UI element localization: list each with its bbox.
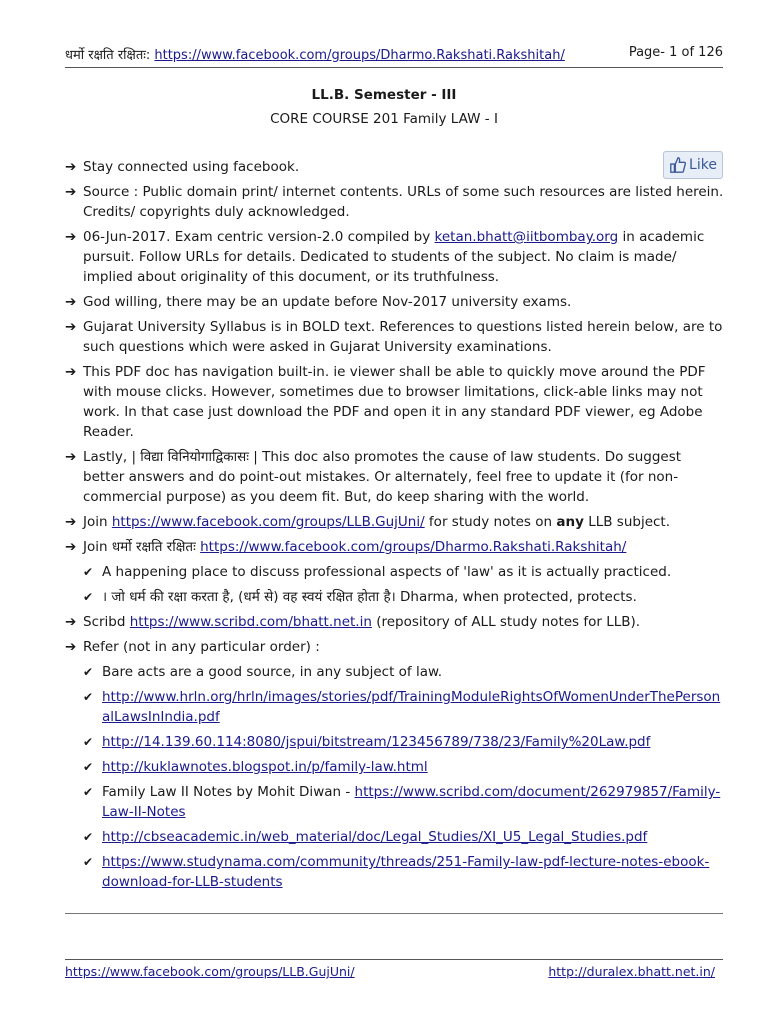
sub-list-item — [65, 852, 725, 892]
header-left: धर्मो रक्षति रक्षितः: https://www.facebook.com/groups/Dharmo.Rakshati.Rakshitah/ — [65, 48, 565, 63]
arrow-bullet-icon: ➔ — [65, 319, 77, 335]
document-subtitle: CORE COURSE 201 Family LAW - I — [270, 111, 498, 127]
item-text: (repository of ALL study notes for LLB). — [371, 614, 641, 630]
like-label: Like — [689, 157, 717, 173]
item-text: Lastly, | विद्या विनियोगाद्विकासः | This doc also promotes the cause of law students. Do suggest better answers and do point-out mistakes. Or alternately, feel free to update it (for non-commercial purpose) as you deem fit. But, do keep sharing with the world. — [83, 449, 682, 505]
list-item — [65, 637, 725, 657]
content-divider — [65, 913, 723, 914]
sub-list-item — [65, 757, 725, 777]
arrow-bullet-icon: ➔ — [65, 449, 77, 465]
sub-list-item — [65, 687, 725, 727]
item-bold-text: any — [556, 514, 584, 530]
sub-list-item — [65, 587, 725, 607]
list-item — [65, 227, 725, 287]
checkmark-icon: ✔ — [83, 735, 94, 749]
arrow-bullet-icon: ➔ — [65, 184, 77, 200]
item-text: 06-Jun-2017. Exam centric version-2.0 compiled by — [83, 229, 435, 245]
arrow-bullet-icon: ➔ — [65, 294, 77, 310]
email-link[interactable]: ketan.bhatt@iitbombay.org — [434, 229, 619, 245]
reference-link[interactable]: http://kuklawnotes.blogspot.in/p/family-law.html — [102, 759, 428, 775]
reference-link[interactable]: http://cbseacademic.in/web_material/doc/Legal_Studies/XI_U5_Legal_Studies.pdf — [102, 829, 648, 845]
checkmark-icon: ✔ — [83, 760, 94, 774]
sub-list-item — [65, 827, 725, 847]
sub-list-item — [65, 662, 725, 682]
list-item — [65, 182, 725, 222]
page-header — [65, 45, 723, 68]
checkmark-icon: ✔ — [83, 565, 94, 579]
item-text: Gujarat University Syllabus is in BOLD text. References to questions listed herein below, are to such questions which were asked in Gujarat University examinations. — [83, 319, 723, 355]
document-title: LL.B. Semester - III — [311, 87, 457, 103]
item-text: in academic pursuit. Follow URLs for details. Dedicated to students of the subject. No claim is made/ implied about originality of this document, or its truthfulness. — [83, 229, 705, 285]
checkmark-icon: ✔ — [83, 690, 94, 704]
reference-link[interactable]: http://14.139.60.114:8080/jspui/bitstream/123456789/738/23/Family%20Law.pdf — [102, 734, 651, 750]
sub-list-item — [65, 782, 725, 822]
arrow-bullet-icon: ➔ — [65, 364, 77, 380]
scribd-link[interactable]: https://www.scribd.com/bhatt.net.in — [129, 614, 372, 630]
item-text: Refer (not in any particular order) : — [83, 639, 320, 655]
list-item — [65, 292, 725, 312]
arrow-bullet-icon: ➔ — [65, 229, 77, 245]
list-item — [65, 317, 725, 357]
item-text: This PDF doc has navigation built-in. ie viewer shall be able to quickly move around the PDF with mouse clicks. However, sometimes due to browser limitations, click-able links may not work. In that case just download the PDF and open it in any standard PDF viewer, eg Adobe Reader. — [83, 364, 706, 440]
list-item — [65, 362, 725, 442]
item-text: Join धर्मो रक्षति रक्षितः — [83, 539, 201, 555]
item-text: Bare acts are a good source, in any subject of law. — [102, 664, 443, 680]
arrow-bullet-icon: ➔ — [65, 514, 77, 530]
item-text: Family Law II Notes by Mohit Diwan - — [102, 784, 355, 800]
footer-divider — [65, 959, 723, 960]
item-text: for study notes on — [424, 514, 557, 530]
reference-link[interactable]: https://www.studynama.com/community/threads/251-Family-law-pdf-lecture-notes-ebook-download-for-LLB-students — [102, 854, 710, 890]
list-item — [65, 447, 725, 507]
item-text: Source : Public domain print/ internet contents. URLs of some such resources are listed herein. Credits/ copyrights duly acknowledged. — [83, 184, 724, 220]
reference-link[interactable]: http://www.hrln.org/hrln/images/stories/pdf/TrainingModuleRightsOfWomenUnderThePersonalLawsInIndia.pdf — [102, 689, 721, 725]
page-number: Page- 1 of 126 — [628, 45, 723, 60]
checkmark-icon: ✔ — [83, 785, 94, 799]
item-text: LLB subject. — [583, 514, 671, 530]
dharmo-group-link[interactable]: https://www.facebook.com/groups/Dharmo.Rakshati.Rakshitah/ — [200, 539, 627, 555]
header-prefix: धर्मो रक्षति रक्षितः — [65, 48, 146, 63]
arrow-bullet-icon: ➔ — [65, 614, 77, 630]
item-text: God willing, there may be an update before Nov-2017 university exams. — [83, 294, 572, 310]
checkmark-icon: ✔ — [83, 830, 94, 844]
item-text: Stay connected using facebook. — [83, 159, 300, 175]
sub-list-item — [65, 732, 725, 752]
item-text: । जो धर्म की रक्षा करता है, (धर्म से) वह स्वयं रक्षित होता है। Dharma, when protected, protects. — [102, 589, 637, 605]
sub-list-item — [65, 562, 725, 582]
list-item — [65, 512, 725, 532]
reference-link[interactable]: https://www.scribd.com/document/262979857/Family-Law-II-Notes — [102, 784, 721, 820]
llb-group-link[interactable]: https://www.facebook.com/groups/LLB.GujUni/ — [111, 514, 425, 530]
checkmark-icon: ✔ — [83, 590, 94, 604]
document-body — [65, 157, 725, 897]
arrow-bullet-icon: ➔ — [65, 639, 77, 655]
arrow-bullet-icon: ➔ — [65, 159, 77, 175]
footer-right-link[interactable]: http://duralex.bhatt.net.in/ — [548, 964, 715, 979]
checkmark-icon: ✔ — [83, 665, 94, 679]
footer-left-link[interactable]: https://www.facebook.com/groups/LLB.GujUni/ — [65, 964, 355, 979]
list-item — [65, 612, 725, 632]
item-text: Join — [83, 514, 112, 530]
arrow-bullet-icon: ➔ — [65, 539, 77, 555]
header-link[interactable]: https://www.facebook.com/groups/Dharmo.Rakshati.Rakshitah/ — [154, 48, 565, 63]
list-item — [65, 537, 725, 557]
list-item — [65, 157, 725, 177]
item-text: Scribd — [83, 614, 130, 630]
checkmark-icon: ✔ — [83, 855, 94, 869]
item-text: A happening place to discuss professional aspects of 'law' as it is actually practiced. — [102, 564, 672, 580]
